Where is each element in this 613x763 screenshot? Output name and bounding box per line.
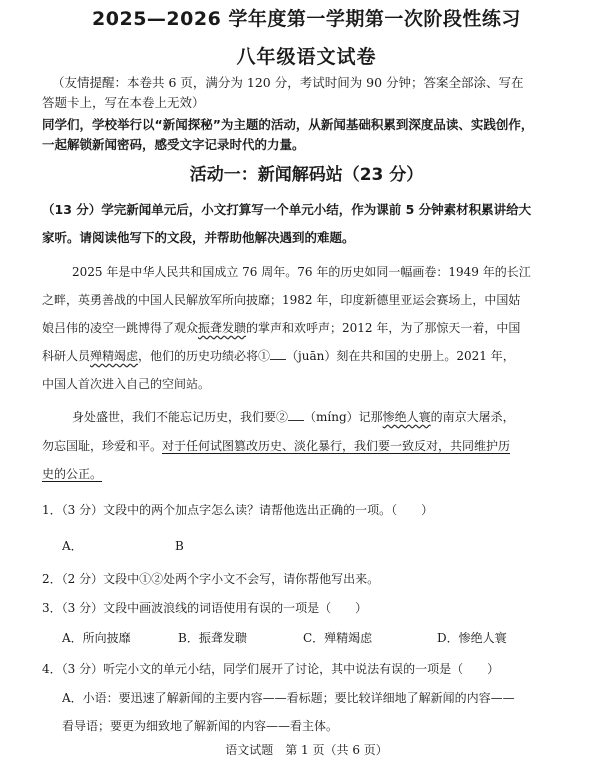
exam-subtitle: 八年级语文试卷	[236, 46, 377, 68]
underlined-sentence: 对于任何试图篡改历史、淡化暴行，我们要一致反对，共同维护历	[162, 439, 511, 453]
notice-line-1: （友情提醒：本卷共 6 页，满分为 120 分，考试时间为 90 分钟；答案全部涂、写在	[52, 75, 524, 90]
wavy-term-2: 振聋发聩	[198, 321, 247, 335]
passage1-line-2: 之畔，英勇善战的中国人民解放军所向披靡；1982 年，印度新德里亚运会赛场上，中国姑	[42, 293, 521, 307]
passage-text: 勿忘国耻，珍爱和平。	[42, 439, 163, 453]
q4-option-a-line-2: 看导语；要更为细致地了解新闻的内容——看主体。	[62, 719, 339, 733]
q3-option-d: D．惨绝人寰	[437, 631, 507, 645]
passage-text: 身处盛世，我们不能忘记历史，我们要②	[72, 410, 289, 424]
section-title: 活动一：新闻解码站（23 分）	[189, 165, 424, 185]
task-line-1: （13 分）学完新闻单元后，小文打算写一个单元小结，作为课前 5 分钟素材积累讲给大	[42, 202, 532, 217]
underlined-sentence-end: 史的公正。	[42, 467, 103, 481]
passage-text: 的掌声和欢呼声；2012 年，为了那惊天一着，中国	[246, 321, 521, 335]
question-2: 2．（2 分）文段中①②处两个字小文不会写，请你帮他写出来。	[42, 572, 380, 586]
q1-option-b: B	[175, 539, 184, 553]
question-3: 3．（3 分）文段中画波浪线的词语使用有误的一项是（ ）	[42, 601, 368, 615]
passage1-line-5: 中国人首次进入自己的空间站。	[42, 377, 211, 391]
wavy-term-4: 惨绝人寰	[382, 410, 431, 424]
intro-line-1: 同学们，学校举行以“新闻探秘”为主题的活动，从新闻基础积累到深度品读、实践创作，	[42, 117, 534, 132]
blank-2	[288, 408, 304, 421]
page-footer: 语文试题 第 1 页（共 6 页）	[225, 743, 388, 757]
q3-option-a: A．所向披靡	[62, 631, 131, 645]
task-line-2: 家听。请阅读他写下的文段，并帮助他解决遇到的难题。	[42, 230, 355, 245]
passage-text: 科研人员	[42, 349, 91, 363]
passage2-line-1	[72, 407, 515, 427]
passage1-line-1: 2025 年是中华人民共和国成立 76 周年。76 年的历史如同一幅画卷：1949 年的长江	[72, 265, 531, 279]
passage1-line-4	[42, 346, 515, 366]
passage2-line-3	[42, 464, 102, 484]
passage-text: （míng）记那	[304, 410, 383, 424]
q4-option-a-line-1: A．小语：要迅速了解新闻的主要内容——看标题；要比较详细地了解新闻的内容——	[62, 691, 515, 705]
intro-line-2: 一起解锁新闻密码，感受文字记录时代的力量。	[42, 137, 305, 152]
exam-title: 2025—2026 学年度第一学期第一次阶段性练习	[92, 8, 521, 30]
wavy-term-3: 殚精竭虑	[90, 349, 139, 363]
passage1-line-3	[42, 318, 520, 338]
q1-option-a: A．	[62, 539, 83, 553]
blank-1	[270, 347, 286, 360]
passage-text: 的南京大屠杀，	[430, 410, 515, 424]
q3-option-b: B．振聋发聩	[178, 631, 247, 645]
passage-text: ，他们的历史功绩必将①	[138, 349, 271, 363]
passage-text: （juān）刻在共和国的史册上。2021 年，	[286, 349, 515, 363]
notice-line-2: 答题卡上，写在本卷上无效）	[42, 95, 205, 110]
question-1: 1．（3 分）文段中的两个加点字怎么读？请帮他选出正确的一项。（ ）	[42, 503, 434, 517]
question-4: 4．（3 分）听完小文的单元小结，同学们展开了讨论，其中说法有误的一项是（ ）	[42, 662, 500, 676]
q3-option-c: C．殚精竭虑	[303, 631, 373, 645]
passage2-line-2	[42, 436, 510, 456]
passage-text: 娘吕伟的凌空一跳博得了观众	[42, 321, 199, 335]
